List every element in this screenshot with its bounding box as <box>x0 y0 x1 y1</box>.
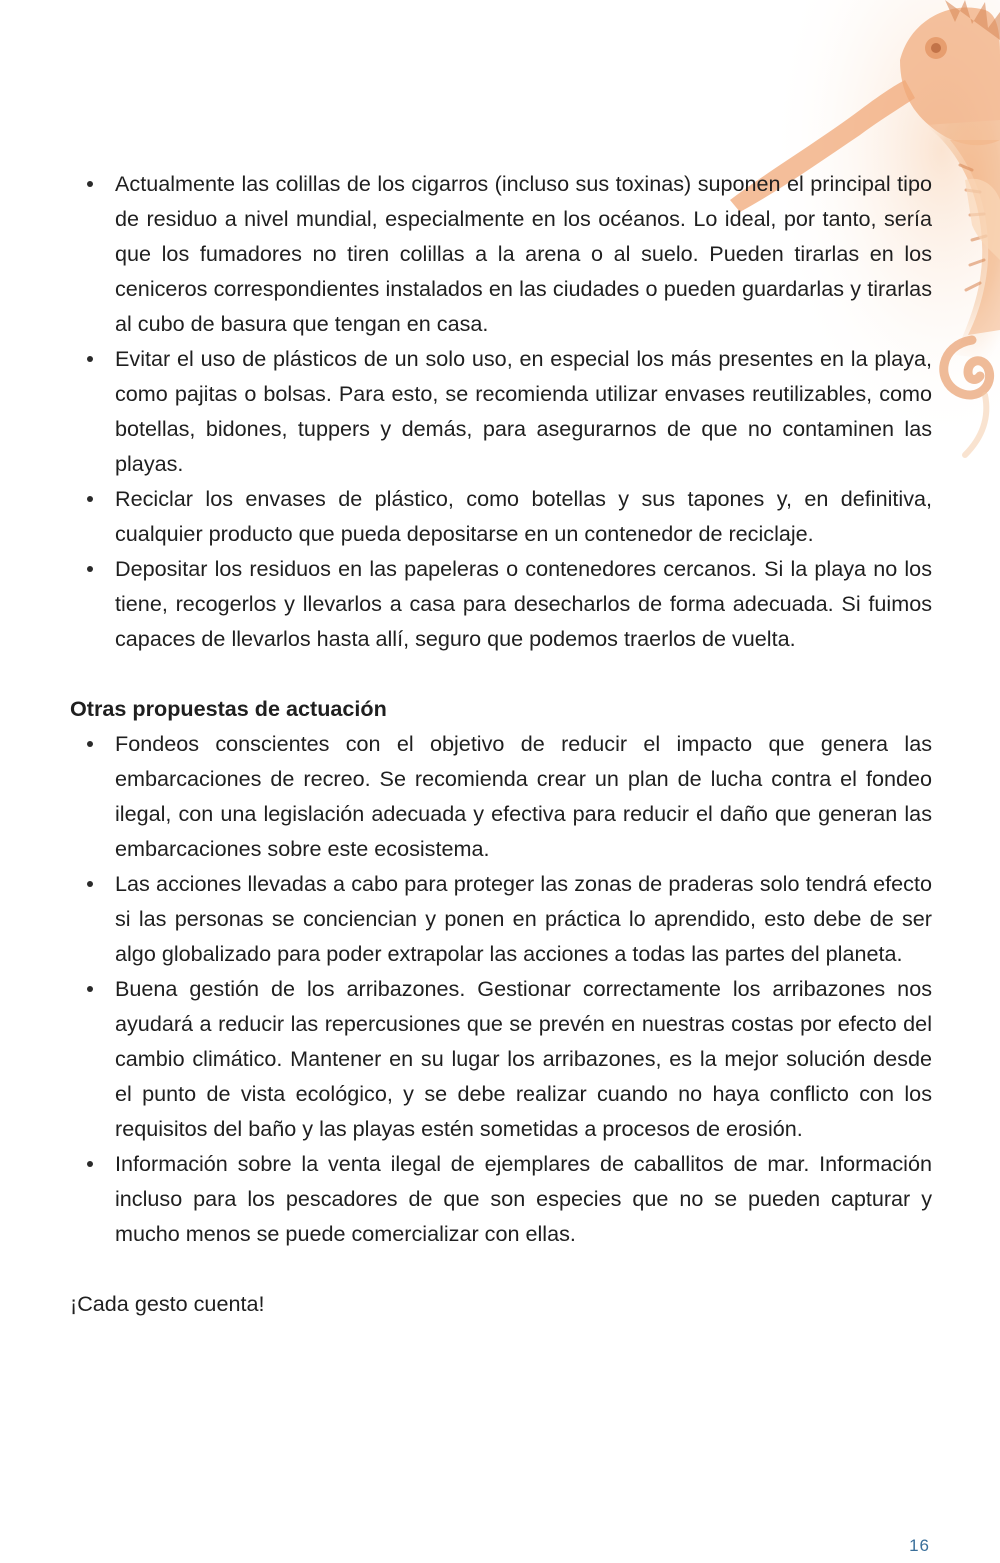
page-content <box>70 166 932 1321</box>
list-item <box>70 551 932 656</box>
bullet-icon <box>87 566 93 572</box>
list-item <box>70 1146 932 1251</box>
list-item-text: Depositar los residuos en las papeleras o contenedores cercanos. Si la playa no los tiene, recogerlos y llevarlos a casa para desecharlos de forma adecuada. Si fuimos capaces de llevarlos hasta allí, seguro que podemos traerlos de vuelta. <box>115 556 932 651</box>
list-item-text: Las acciones llevadas a cabo para proteger las zonas de praderas solo tendrá efecto si las personas se conciencian y ponen en práctica lo aprendido, esto debe de ser algo globalizado para poder extrapolar las acciones a todas las partes del planeta. <box>115 871 932 966</box>
list-item <box>70 971 932 1146</box>
bullet-icon <box>87 356 93 362</box>
list-item-text: Buena gestión de los arribazones. Gestionar correctamente los arribazones nos ayudará a reducir las repercusiones que se prevén en nuestras costas por efecto del cambio climático. Mantener en su lugar los arribazones, es la mejor solución desde el punto de vista ecológico, y se debe realizar cuando no haya conflicto con los requisitos del baño y las playas estén sometidas a procesos de erosión. <box>115 976 932 1141</box>
page-number: 16 <box>909 1536 930 1555</box>
list-item-text: Fondeos conscientes con el objetivo de reducir el impacto que genera las embarcaciones de recreo. Se recomienda crear un plan de lucha contra el fondeo ilegal, con una legislación adecuada y efectiva para reducir el daño que generan las embarcaciones sobre este ecosistema. <box>115 731 932 861</box>
bullet-icon <box>87 881 93 887</box>
closing-line: ¡Cada gesto cuenta! <box>70 1291 265 1316</box>
list-item <box>70 481 932 551</box>
list-item <box>70 341 932 481</box>
other-proposals-list <box>70 726 932 1251</box>
bullet-icon <box>87 496 93 502</box>
bullet-icon <box>87 741 93 747</box>
bullet-icon <box>87 1161 93 1167</box>
bullet-icon <box>87 181 93 187</box>
recommendations-list <box>70 166 932 656</box>
list-item <box>70 166 932 341</box>
bullet-icon <box>87 986 93 992</box>
list-item-text: Información sobre la venta ilegal de ejemplares de caballitos de mar. Información incluso para los pescadores de que son especies que no se pueden capturar y mucho menos se puede comercializar con ellas. <box>115 1151 932 1246</box>
list-item <box>70 866 932 971</box>
list-item <box>70 726 932 866</box>
list-item-text: Reciclar los envases de plástico, como botellas y sus tapones y, en definitiva, cualquier producto que pueda depositarse en un contenedor de reciclaje. <box>115 486 932 546</box>
list-item-text: Actualmente las colillas de los cigarros (incluso sus toxinas) suponen el principal tipo de residuo a nivel mundial, especialmente en los océanos. Lo ideal, por tanto, sería que los fumadores no tiren colillas a la arena o al suelo. Pueden tirarlas en los ceniceros correspondientes instalados en las ciudades o pueden guardarlas y tirarlas al cubo de basura que tengan en casa. <box>115 171 932 336</box>
section-heading: Otras propuestas de actuación <box>70 696 387 721</box>
list-item-text: Evitar el uso de plásticos de un solo uso, en especial los más presentes en la playa, como pajitas o bolsas. Para esto, se recomienda utilizar envases reutilizables, como botellas, bidones, tuppers y demás, para asegurarnos de que no contaminen las playas. <box>115 346 932 476</box>
